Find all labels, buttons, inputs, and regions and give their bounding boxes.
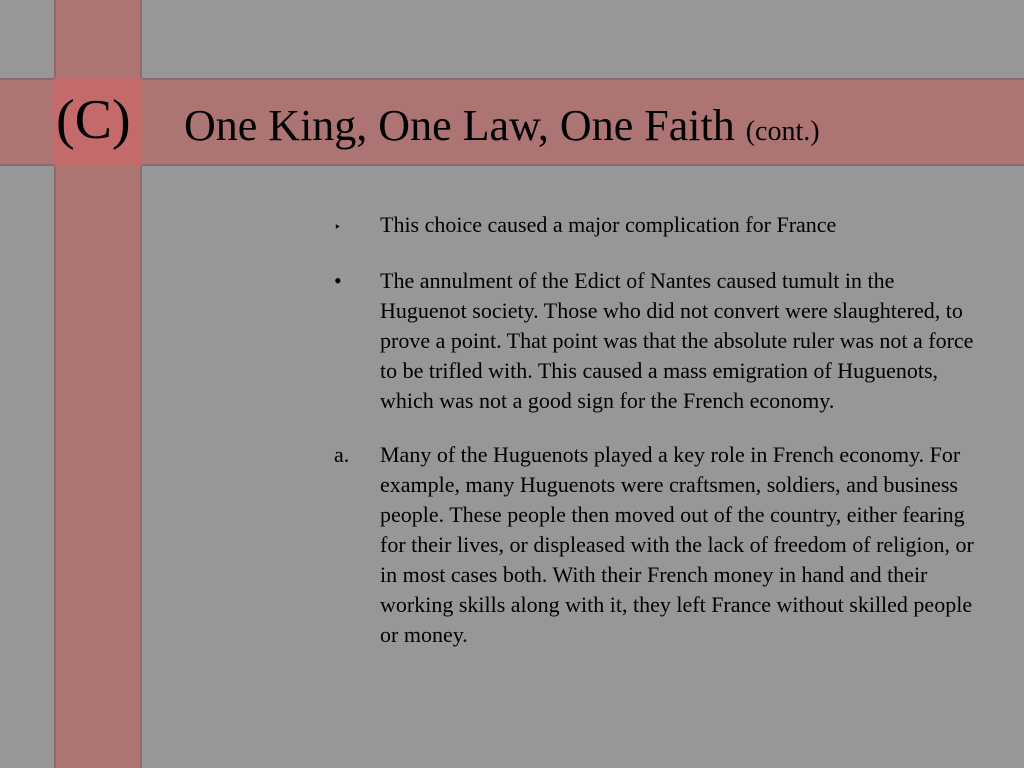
list-item xyxy=(334,440,974,650)
list-item-text: This choice caused a major complication for France xyxy=(380,212,837,237)
slide-title xyxy=(184,100,820,158)
bullet-icon: • xyxy=(334,268,342,293)
list-item xyxy=(334,210,974,242)
list-letter-marker: a. xyxy=(334,442,350,467)
list-item-text: The annulment of the Edict of Nantes caused tumult in the Huguenot society. Those who did not convert were slaughtered, to prove a point. That point was that the absolute ruler was not a force to be trifled with. This caused a mass emigration of Huguenots, which was not a good sign for the French economy. xyxy=(380,268,974,413)
section-letter: (C) xyxy=(56,89,131,151)
list-item xyxy=(334,266,974,416)
slide-body xyxy=(334,210,974,674)
arrow-bullet-icon: ‣ xyxy=(334,220,342,234)
slide-title-suffix: (cont.) xyxy=(745,116,820,147)
list-item-text: Many of the Huguenots played a key role in French economy. For example, many Huguenots were craftsmen, soldiers, and business people. These people then moved out of the country, either fearing for their lives, or displeased with the lack of freedom of religion, or in most cases both. With their French money in hand and their working skills along with it, they left France without skilled people or money. xyxy=(380,442,974,647)
slide-title-text: One King, One Law, One Faith xyxy=(184,101,735,150)
